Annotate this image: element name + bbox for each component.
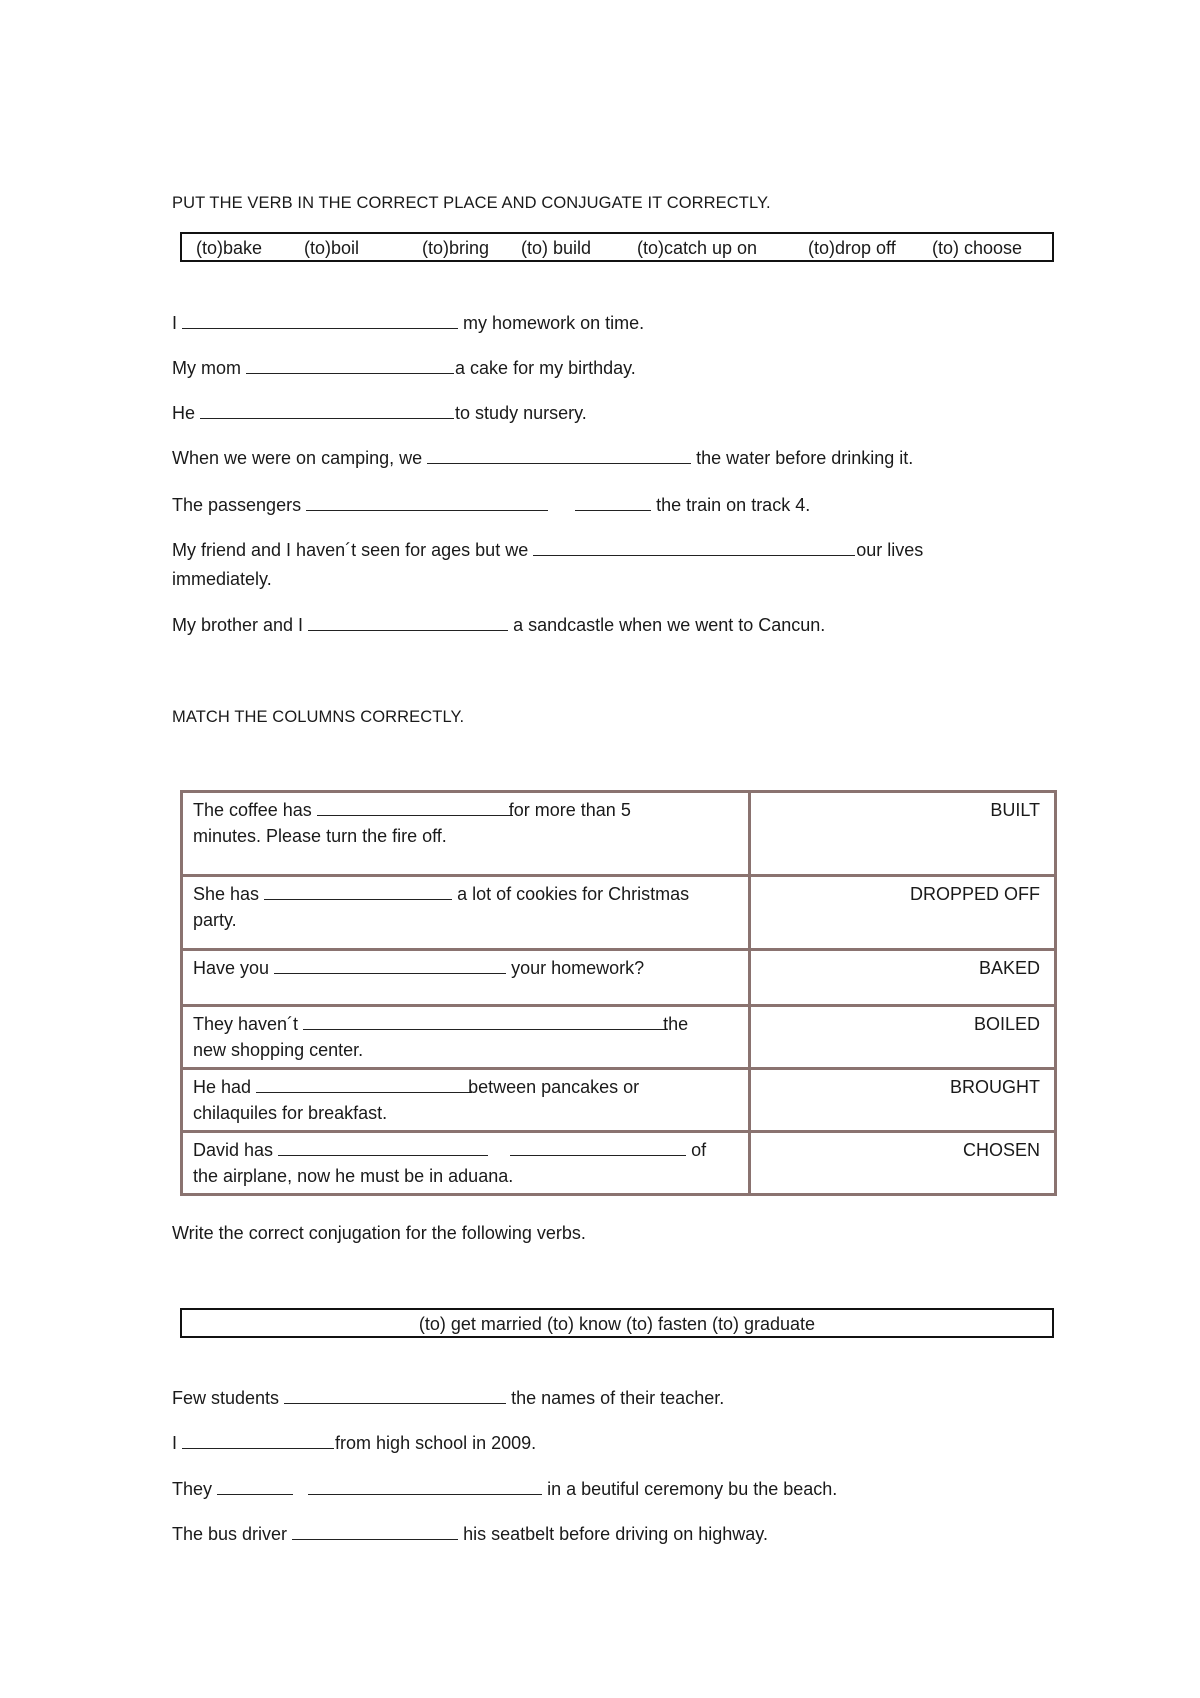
match-answer-cell	[750, 1006, 1056, 1069]
sentence-text: my homework on time.	[463, 313, 645, 333]
sentence-text: the water before drinking it.	[696, 448, 914, 468]
sentence-text: He had	[193, 1077, 252, 1097]
sentence-text: She has	[193, 884, 260, 904]
verb-bank-line: (to) get married (to) know (to) fasten (to) graduate	[418, 1314, 816, 1334]
sentence-text: party.	[193, 910, 237, 930]
sentence-text: a cake for my birthday.	[455, 358, 636, 378]
answer-blank[interactable]	[308, 616, 508, 631]
sentence-text: to study nursery.	[455, 403, 587, 423]
match-sentence-cell	[182, 1069, 750, 1132]
sentence-text: the names of their teacher.	[511, 1388, 725, 1408]
sentence-text: When we were on camping, we	[172, 448, 423, 468]
sentence-text: a lot of cookies for Christmas	[457, 884, 690, 904]
answer-blank[interactable]	[182, 314, 458, 329]
sentence-text: He	[172, 403, 196, 423]
verb-bank-item: (to)catch up on	[637, 238, 758, 258]
sentence-10	[172, 1478, 837, 1500]
match-answer-cell	[750, 876, 1056, 950]
sentence-7	[172, 614, 825, 636]
answer-blank[interactable]	[264, 885, 452, 900]
answer-blank[interactable]	[308, 1480, 542, 1495]
sentence-text: My mom	[172, 358, 241, 378]
sentence-text: in a beutiful ceremony bu the beach.	[547, 1479, 838, 1499]
match-table	[180, 790, 1057, 1196]
verb-bank-item: (to)drop off	[808, 238, 896, 258]
answer-blank[interactable]	[292, 1525, 458, 1540]
verb-bank-box	[180, 232, 1054, 262]
sentence-9	[172, 1432, 536, 1454]
sentence-text: I	[172, 313, 178, 333]
sentence-text: from high school in 2009.	[335, 1433, 537, 1453]
table-row	[182, 876, 1056, 950]
answer-option: BROUGHT	[950, 1077, 1040, 1097]
sentence-text: new shopping center.	[193, 1040, 364, 1060]
sentence-text: the airplane, now he must be in aduana.	[193, 1166, 514, 1186]
verb-bank-item: (to) choose	[932, 238, 1023, 258]
sentence-2	[172, 357, 636, 379]
answer-option: CHOSEN	[962, 1140, 1040, 1160]
table-row	[182, 1069, 1056, 1132]
answer-option: DROPPED OFF	[909, 884, 1040, 904]
sentence-6	[172, 539, 923, 561]
sentence-text: the	[663, 1014, 689, 1034]
verb-bank-item: (to)boil	[304, 238, 360, 258]
sentence-4	[172, 447, 913, 469]
answer-option: BAKED	[978, 958, 1040, 978]
answer-blank[interactable]	[274, 959, 506, 974]
sentence-text: The passengers	[172, 495, 302, 515]
answer-blank[interactable]	[303, 1015, 667, 1030]
sentence-text: I	[172, 1433, 178, 1453]
section1-heading: PUT THE VERB IN THE CORRECT PLACE AND CONJUGATE IT CORRECTLY.	[172, 194, 771, 212]
verb-bank-item: (to)bring	[422, 238, 490, 258]
table-row	[182, 950, 1056, 1006]
sentence-1	[172, 312, 644, 334]
match-sentence-cell	[182, 792, 750, 876]
sentence-text: between pancakes or	[468, 1077, 640, 1097]
section3-heading: Write the correct conjugation for the following verbs.	[172, 1223, 586, 1243]
answer-blank[interactable]	[510, 1141, 686, 1156]
sentence-5	[172, 494, 810, 516]
match-sentence-cell	[182, 950, 750, 1006]
match-sentence-cell	[182, 1132, 750, 1195]
match-answer-cell	[750, 1069, 1056, 1132]
sentence-text: My brother and I	[172, 615, 304, 635]
sentence-3	[172, 402, 587, 424]
answer-blank[interactable]	[256, 1078, 472, 1093]
sentence-text: They haven´t	[193, 1014, 299, 1034]
answer-blank[interactable]	[317, 801, 513, 816]
sentence-text: My friend and I haven´t seen for ages but we	[172, 540, 529, 560]
sentence-text: The bus driver	[172, 1524, 288, 1544]
table-row	[182, 792, 1056, 876]
sentence-text: They	[172, 1479, 213, 1499]
answer-blank[interactable]	[575, 496, 651, 511]
sentence-text: Have you	[193, 958, 270, 978]
match-sentence-cell	[182, 1006, 750, 1069]
sentence-text: your homework?	[511, 958, 645, 978]
verb-bank-box-2	[180, 1308, 1054, 1338]
verb-bank-item: (to) build	[521, 238, 592, 258]
sentence-text: Few students	[172, 1388, 280, 1408]
answer-option: BOILED	[973, 1014, 1040, 1034]
match-answer-cell	[750, 950, 1056, 1006]
sentence-text: The coffee has	[193, 800, 312, 820]
match-sentence-cell	[182, 876, 750, 950]
sentence-11	[172, 1523, 768, 1545]
answer-blank[interactable]	[427, 449, 691, 464]
answer-option: BUILT	[990, 800, 1040, 820]
answer-blank[interactable]	[306, 496, 548, 511]
sentence-text: the train on track 4.	[656, 495, 811, 515]
match-answer-cell	[750, 792, 1056, 876]
sentence-text: a sandcastle when we went to Cancun.	[513, 615, 826, 635]
section2-heading: MATCH THE COLUMNS CORRECTLY.	[172, 708, 465, 726]
answer-blank[interactable]	[182, 1434, 334, 1449]
sentence-6-continued: immediately.	[172, 569, 272, 589]
answer-blank[interactable]	[278, 1141, 488, 1156]
answer-blank[interactable]	[284, 1389, 506, 1404]
sentence-text: David has	[193, 1140, 274, 1160]
sentence-text: of	[691, 1140, 707, 1160]
sentence-8	[172, 1387, 724, 1409]
answer-blank[interactable]	[200, 404, 454, 419]
answer-blank[interactable]	[217, 1480, 293, 1495]
sentence-text: minutes. Please turn the fire off.	[193, 826, 447, 846]
sentence-text: his seatbelt before driving on highway.	[463, 1524, 768, 1544]
sentence-text: our lives	[856, 540, 924, 560]
match-answer-cell	[750, 1132, 1056, 1195]
verb-bank-item: (to)bake	[196, 238, 263, 258]
table-row	[182, 1132, 1056, 1195]
answer-blank[interactable]	[246, 359, 454, 374]
sentence-text: chilaquiles for breakfast.	[193, 1103, 388, 1123]
sentence-text: for more than 5	[508, 800, 631, 820]
table-row	[182, 1006, 1056, 1069]
answer-blank[interactable]	[533, 541, 855, 556]
